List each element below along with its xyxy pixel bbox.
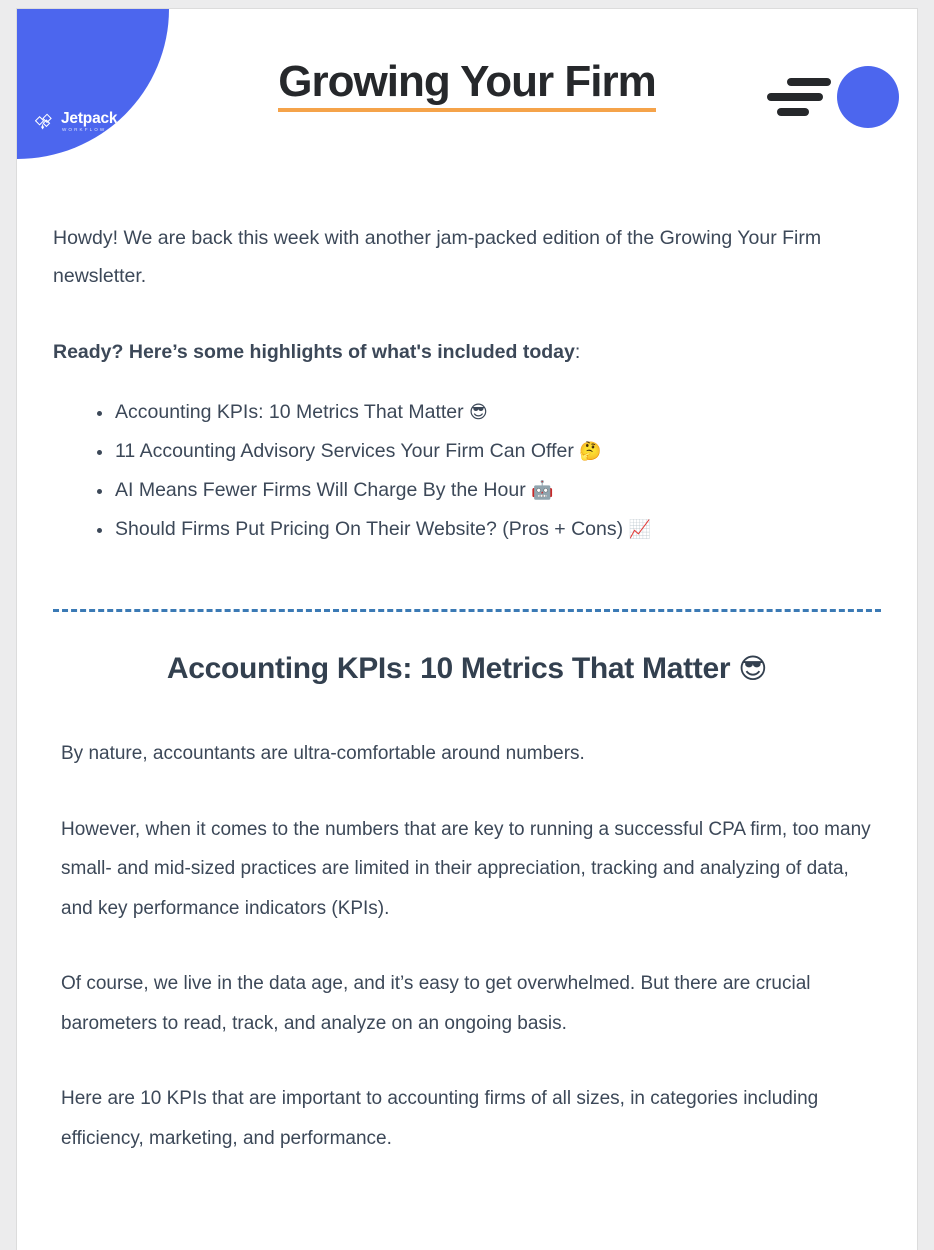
smiling-face-with-sunglasses-icon: 😎: [469, 402, 488, 423]
blue-circle-icon: [837, 66, 899, 128]
article-paragraph: By nature, accountants are ultra-comfortable around numbers.: [61, 743, 585, 764]
jetpack-diamond-mark-icon: [35, 112, 54, 131]
chart-increasing-icon: 📈: [628, 519, 651, 540]
intro-paragraph: Howdy! We are back this week with another jam-packed edition of the Growing Your Firm newsletter.: [53, 227, 822, 287]
list-item[interactable]: [115, 510, 881, 549]
masthead-decoration: [767, 66, 899, 128]
section-divider: [53, 609, 881, 612]
list-item-label: AI Means Fewer Firms Will Charge By the Hour: [115, 479, 526, 501]
list-item-label: 11 Accounting Advisory Services Your Firm Can Offer: [115, 440, 574, 462]
newsletter-masthead: [17, 9, 917, 161]
list-item[interactable]: [115, 471, 881, 510]
list-item-label: Should Firms Put Pricing On Their Website? (Pros + Cons): [115, 518, 624, 540]
highlights-list: [53, 393, 881, 549]
newsletter-card: [16, 8, 918, 1250]
thinking-face-icon: 🤔: [579, 441, 602, 462]
page-title-text: Growing Your Firm: [278, 57, 655, 112]
brand-name: Jetpack: [61, 109, 118, 127]
newsletter-body: [17, 219, 917, 1158]
brand-tagline: WORKFLOW: [62, 127, 107, 133]
highlights-lead-bold: Ready? Here’s some highlights of what's included today: [53, 341, 575, 363]
robot-face-icon: 🤖: [531, 480, 554, 501]
list-item[interactable]: [115, 393, 881, 432]
highlights-lead: [53, 337, 881, 367]
article-paragraph: However, when it comes to the numbers that are key to running a successful CPA firm, too many small- and mid-sized practices are limited in their appreciation, tracking and analyzing of data, and key performance indicators (KPIs).: [61, 818, 871, 919]
list-item[interactable]: [115, 432, 881, 471]
article-paragraph: Of course, we live in the data age, and it’s easy to get overwhelmed. But there are crucial barometers to read, track, and analyze on an ongoing basis.: [61, 973, 811, 1034]
article-heading-text: Accounting KPIs: 10 Metrics That Matter: [166, 652, 731, 685]
list-item-label: Accounting KPIs: 10 Metrics That Matter: [115, 401, 464, 423]
highlights-lead-tail: :: [574, 341, 581, 363]
smiling-face-with-sunglasses-icon: 😎: [738, 652, 768, 685]
speed-lines-icon: [767, 78, 833, 116]
article-heading: [53, 652, 881, 686]
article-paragraph: Here are 10 KPIs that are important to accounting firms of all sizes, in categories including efficiency, marketing, and performance.: [61, 1088, 819, 1149]
brand-wordmark: [61, 111, 117, 133]
brand-lockup: [35, 111, 117, 133]
